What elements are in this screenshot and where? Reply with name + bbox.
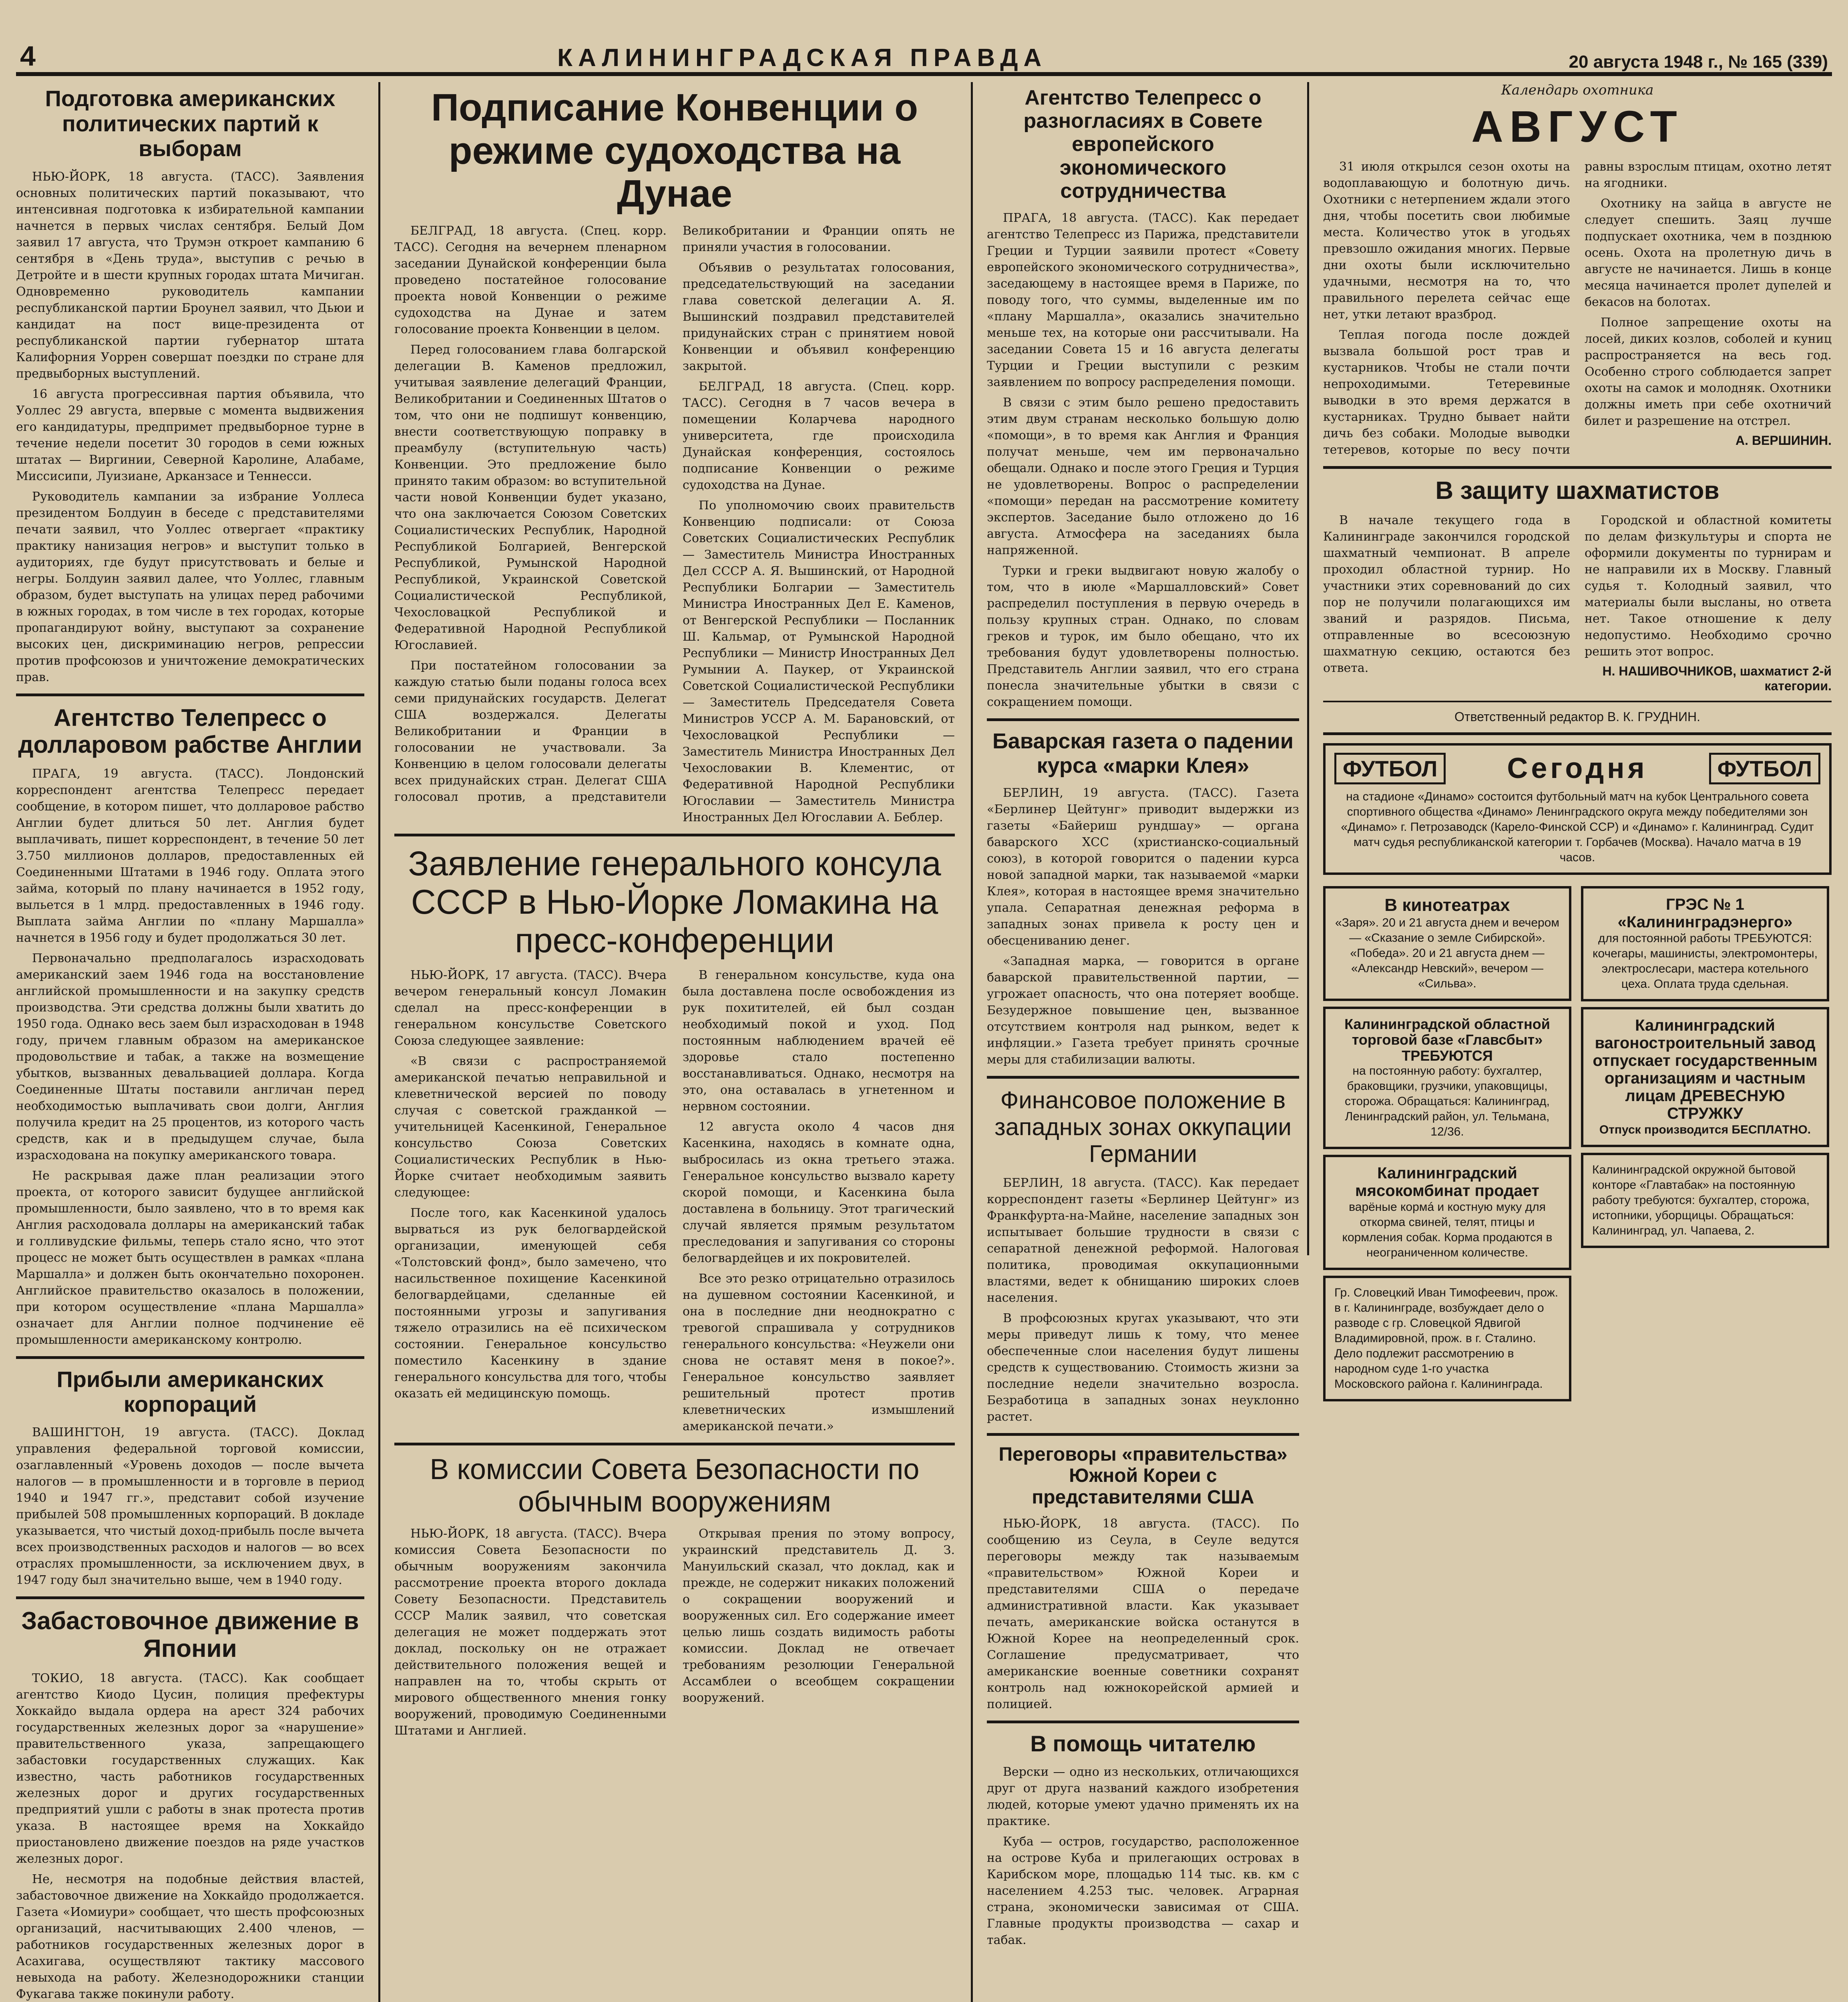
power-plant-title: ГРЭС № 1 «Калининградэнерго»	[1617, 896, 1793, 931]
football-text: на стадионе «Динамо» состоится футбольный матч на кубок Центрального совета спортивного общества «Динамо» Ленинградского округа между победителями зон «Динамо» г. Петрозаводск (Карело-Финской ССР) и «Динамо» г. Калининград. Судит матч судья республиканской категории т. Горбачев (Москва). Начало матча в 19 часов.	[1341, 790, 1814, 864]
paragraph: Первоначально предполагалось израсходовать американский заем 1946 года на восстановление английской промышленности и на закупку средств производства. Эти средства должны были хватить до 1950 года. Однако весь заем был израсходован в 1948 году, причем главным образом на американское продовольствие и табак, а также на возмещение убытков, вызванных девальвацией доллара. Когда Соединенные Штаты поставили англичан перед необходимостью выплачивать свои долги, Англия получила кредит на 25 процентов, из которого часть средств, как и в предыдущем случае, была израсходована на покупку американского товара.	[16, 951, 364, 1162]
column-rule	[971, 82, 973, 2002]
column-4	[1323, 82, 1832, 2002]
divider	[16, 1356, 364, 1359]
paragraph: В профсоюзных кругах указывают, что эти меры приведут лишь к тому, что менее обеспеченные слои населения будут лишены средств к существованию. Стоимость жизни за последние недели значительно возросла. Безработица в западных зонах неуклонно растет.	[987, 1311, 1299, 1424]
headline: В помощь читателю	[1030, 1731, 1256, 1756]
divider	[987, 1433, 1299, 1436]
editor-line: Ответственный редактор В. К. ГРУДНИН.	[1454, 709, 1701, 724]
divider	[16, 1596, 364, 1599]
paragraph: 31 июля открылся сезон охоты на водоплавающую и болотную дичь. Охотники с нетерпением ждали этого дня, чтобы посетить свои любимые места. Количество уток в угодьях превзошло ожидания многих. Первые дни охоты были исключительно удачными, несмотря на то, что правильного перелета сейчас еще нет, утки летают вразброд.	[1323, 160, 1570, 322]
trade-base-title: Калининградской областной торговой базе «Главсбыт» ТРЕБУЮТСЯ	[1344, 1015, 1550, 1064]
paragraph: ПРАГА, 18 августа. (ТАСС). Как передает агентство Телепресс из Парижа, представители Греции и Турции заявили протест «Совету европейского экономического сотрудничества», заседающему в настоящее время в Париже, по поводу того, что суммы, выделенные им по «плану Маршалла», оказались значительно меньше тех, на которые они рассчитывали. На заседании Совета 15 и 16 августа делегаты Турции и Греции выступили с резким заявлением по вопросу распределения помощи.	[987, 211, 1299, 390]
ads-left	[1323, 880, 1571, 1407]
cinema-ad	[1323, 886, 1571, 1001]
divider	[1323, 701, 1832, 702]
masthead	[16, 12, 1832, 76]
paragraph: Объявив о результатах голосования, председательствующий на заседании глава советской делегации А. Я. Вышинский поздравил представителей придунайских стран с принятием новой Конвенции и объявил конференцию закрытой.	[683, 260, 955, 373]
wagon-plant-ad	[1581, 1007, 1829, 1147]
divider	[1323, 732, 1832, 735]
paragraph: 12 августа около 4 часов дня Касенкина, находясь в комнате одна, выбросилась из окна третьего этажа. Генеральное консульство вызвало карету скорой помощи, и Касенкина была доставлена в больницу. Этот трагический случай является прямым результатом преследования и запугивания со стороны белогвардейцев и их покровителей.	[683, 1120, 955, 1266]
paragraph: Куба — остров, государство, расположенное на острове Куба и прилегающих островах в Карибском море, площадью 114 тыс. кв. км с населением 4.253 тыс. человек. Аграрная страна, экономически зависимая от США. Главные продукты производства — сахар и табак.	[987, 1834, 1299, 1947]
headline: Подготовка американских политических партий к выборам	[45, 86, 335, 161]
paragraph: НЬЮ-ЙОРК, 18 августа. (ТАСС). Заявления основных политических партий показывают, что интенсивная подготовка к избирательной кампании начнется в первых числах сентября. Белый Дом заявил 17 августа, что Трумэн откроет кампанию 6 сентября в «День труда», выступив с речью в Детройте и в шести крупных городах штата Мичиган. Одновременно руководитель кампании республиканской партии Броунел заявил, что Дьюи и кандидат на пост вице-президента от республиканской партии губернатор штата Калифорния Уоррен совершат поездки по стране для предвыборных выступлений.	[16, 170, 364, 381]
paragraph: Городской и областной комитеты по делам физкультуры и спорта не оформили документы по турнирам и не направили их в Москву. Главный судья т. Колодный заявил, что материалы были высланы, но ответа нет. Такое отношение к делу недопустимо. Необходимо срочно решить этот вопрос.	[1585, 513, 1832, 659]
divider	[987, 718, 1299, 721]
issue-date: 20 августа 1948 г., № 165 (339)	[1569, 52, 1828, 72]
paragraph: Полное запрещение охоты на лосей, диких козлов, соболей и куниц распространяется на весь год. Особенно строго соблюдается запрет охоты на самок и молодняк. Охотники должны иметь при себе охотничий билет и разрешение на отстрел.	[1585, 316, 1832, 428]
paragraph: Охотнику на зайца в августе не следует спешить. Заяц лучше подпускает охотника, чем в позднюю осень. Охота на пролетную дичь в августе не начинается. Лишь в конце месяца начинается пролет дупелей и бекасов на болотах.	[1585, 197, 1832, 310]
paragraph: Не раскрывая даже план реализации этого проекта, от которого зависит будущее английской промышленности, было заявлено, что в то время как Англия расходовала доллары на американский табак и голливудские фильмы, теперь стало ясно, что этот процесс не может быть осуществлен в рамках «плана Маршалла» и должен быть окончательно похоронен. Английское правительство оказалось в положении, при котором осуществление «плана Маршалла» означает для Англии полное подчинение её промышленности американскому контролю.	[16, 1168, 364, 1347]
ads-grid	[1323, 880, 1832, 1407]
paragraph: Все это резко отрицательно отразилось на душевном состоянии Касенкиной, и она в последние дни неоднократно с тревогой спрашивала у сотрудников генерального консульства: «Неужели они снова не оставят меня в покое?». Генеральное консульство заявляет решительный протест против клеветнических измышлений американской печати.»	[683, 1272, 955, 1434]
wagon-plant-title: Калининградский вагоностроительный завод отпускает государственным организациям и частным лицам ДРЕВЕСНУЮ СТРУЖКУ	[1593, 1017, 1818, 1123]
paragraph: 16 августа прогрессивная партия объявила, что Уоллес 29 августа, впервые с момента выдвижения его кандидатуры, предпримет предвыборное турне в течение недели посетит 30 городов в семи южных штатах — Виргинии, Северной Каролине, Алабаме, Миссисипи, Луизиане, Арканзасе и Теннесси.	[16, 387, 364, 484]
author-signature: Н. НАШИВОЧНИКОВ, шахматист 2-й категории.	[1602, 663, 1832, 693]
article-body	[394, 223, 955, 826]
tobacco-office-text: Калининградской окружной бытовой конторе «Главтабак» на постоянную работу требуются: бухгалтер, сторожа, истопники, уборщицы. Обращаться: Калининград, ул. Чапаева, 2.	[1592, 1163, 1810, 1238]
football-announcement	[1323, 743, 1832, 875]
column-3	[987, 82, 1299, 1952]
divorce-notice	[1323, 1276, 1571, 1401]
article-body	[1323, 159, 1832, 458]
divider	[394, 834, 955, 836]
meat-plant-ad	[1323, 1155, 1571, 1270]
headline: Прибыли американских корпораций	[56, 1366, 324, 1417]
paper-title: КАЛИНИНГРАДСКАЯ ПРАВДА	[557, 44, 1047, 72]
paragraph: В связи с этим было решено предоставить этим двум странам несколько большую долю «помощи», в то время как Англия и Франция получат меньше, чем им первоначально обещали. Однако и после этого Греция и Турция не удовлетворены. Вопрос о распределении «помощи» передан на рассмотрение комитету экспертов. Заседание было отложено до 16 августа. Атмосфера на заседаниях была напряженной.	[987, 396, 1299, 558]
column-1	[16, 82, 364, 2002]
divider	[394, 1443, 955, 1445]
paragraph: Теплая погода после дождей вызвала большой рост трав и кустарников. Чтобы не стали почти непроходимыми. Тетеревиные выводки в это время держатся в кустарниках. Трудно бывает найти дичь без собаки. Молодые выводки тетеревов, которые по весу почти равны взрослым птицам, охотно летят на ягодники.	[1323, 160, 1832, 457]
paragraph: Перед голосованием глава болгарской делегации В. Каменов предложил, учитывая заявление делегаций Франции, Великобритании и Соединенных Штатов о том, что они не подпишут конвенцию, внести соответствующую поправку в преамбулу (вступительную часть) Конвенции. Это предложение было принято таким образом: во вступительной части новой Конвенции будет указано, что она заключается Союзом Советских Социалистических Республик, Народной Республикой Болгарией, Венгерской Республикой, Румынской Народной Республикой, Украинской Советской Социалистической Республикой, Чехословацкой Республикой и Федеративной Народной Республикой Югославией.	[394, 342, 667, 652]
divider	[16, 693, 364, 696]
headline: Переговоры «правительства» Южной Кореи с представителями США	[998, 1443, 1288, 1508]
paragraph: ТОКИО, 18 августа. (ТАСС). Как сообщает агентство Киодо Цусин, полиция префектуры Хоккайдо выдала ордера на арест 324 рабочих государственных железных дорог за «нарушение» правительственного указа, запрещающего забастовки государственных служащих. Как известно, часть работников государственных железных дорог и других государственных предприятий ушли с работы в знак протеста против указа. В настоящее время на Хоккайдо приостановлено движение поездов на ряде участков железных дорог.	[16, 1671, 364, 1866]
paragraph: ВАШИНГТОН, 19 августа. (ТАСС). Доклад управления федеральной торговой комиссии, озаглавленный «Уровень доходов — после вычета налогов — в промышленности и в торговле в период 1940 и 1947 гг.», представит собой изучение прибылей 508 промышленных корпораций. В докладе указывается, что чистый доход-прибыль после вычета всех производственных расходов и налогов — во всех отраслях промышленности, за исключением двух, в 1947 году был значительно выше, чем в 1940 году.	[16, 1425, 364, 1587]
meat-plant-text: варёные кормá и костную муку для откорма свиней, телят, птицы и кормления собак. Корма продаются в неограниченном количестве.	[1342, 1200, 1553, 1260]
article-body	[394, 1526, 955, 1739]
headline: Финансовое положение в западных зонах оккупации Германии	[994, 1087, 1292, 1168]
headline: Агентство Телепресс о разногласиях в Совете европейского экономического сотрудничества	[1023, 86, 1263, 203]
newspaper-page	[16, 12, 1832, 2002]
headline: Подписание Конвенции о режиме судоходства на Дунае	[431, 86, 918, 215]
football-label-right: ФУТБОЛ	[1709, 753, 1820, 785]
headline: Агентство Телепресс о долларовом рабстве Англии	[18, 704, 362, 758]
wagon-plant-text: Отпуск производится БЕСПЛАТНО.	[1599, 1123, 1811, 1137]
paragraph: Турки и греки выдвигают новую жалобу о том, что в июле «Маршалловский» Совет распределил поступления в первую очередь в пользу крупных стран. Однако, по словам греков и турок, им было обещано, что их требования будут удовлетворены полностью. Представитель Англии заявил, что его страна понесла значительные убытки в связи с сокращением помощи.	[987, 564, 1299, 710]
paragraph: НЬЮ-ЙОРК, 18 августа. (ТАСС). По сообщению из Сеула, в Сеуле ведутся переговоры между так называемым «правительством» Южной Кореи и представителями США о передаче административной власти. Как указывает печать, американские войска останутся в Южной Корее на неопределенный срок. Соглашение предусматривает, что американские военные советники сохранят контроль над южнокорейской армией и полицией.	[987, 1516, 1299, 1711]
paragraph: БЕЛГРАД, 18 августа. (Спец. корр. ТАСС). Сегодня в 7 часов вечера в помещении Коларчева народного университета, где происходила Дунайская конференция, состоялось подписание Конвенции о режиме судоходства на Дунае.	[683, 379, 955, 492]
paragraph: По уполномочию своих правительств Конвенцию подписали: от Союза Советских Социалистических Республик — Заместитель Министра Иностранных Дел СССР А. Я. Вышинский, от Народной Республики Болгарии — Заместитель Министра Иностранных Дел Е. Каменов, от Венгерской Республики — Посланник Ш. Кальмар, от Румынской Народной Республики — Министр Иностранных Дел Румынии А. Паукер, от Украинской Советской Социалистической Республики — Заместитель Председателя Совета Министров УССР А. М. Барановский, от Чехословацкой Республики — Заместитель Министра Иностранных Дел Чехословакии В. Клементис, от Федеративной Народной Республики Югославии — Заместитель Министра Иностранных Дел Югославии А. Беблер.	[683, 498, 955, 824]
ads-right	[1581, 880, 1829, 1407]
paragraph: ПРАГА, 19 августа. (ТАСС). Лондонский корреспондент агентства Телепресс передает сообщение, в котором пишет, что долларовое рабство Англии будет длиться 50 лет. Англия будет выплачивать, пишет корреспондент, в течение 50 лет 3.750 миллионов долларов, предоставленных ей Соединенными Штатами в 1946 году. Оплата этого займа, который по плану начинается в 1952 году, выльется в 1 млрд. предоставленных в 1946 году. Выплата займа Англии по «плану Маршалла» начнется в 1956 году и будет продолжаться 30 лет.	[16, 766, 364, 945]
divider	[1323, 466, 1832, 469]
headline: Баварская газета о падении курса «марки Клея»	[992, 729, 1294, 778]
trade-base-ad	[1323, 1007, 1571, 1150]
headline: В защиту шахматистов	[1435, 477, 1719, 505]
paragraph: Открывая прения по этому вопросу, украинский представитель Д. З. Мануильский сказал, что доклад, как и прежде, не содержит никаких положений о сокращении вооружений и вооруженных сил. Его содержание имеет целью лишь создать видимость работы комиссии. Доклад не отвечает требованиям резолюции Генеральной Ассамблеи о всеобщем сокращении вооружений.	[683, 1526, 955, 1705]
paragraph: БЕЛГРАД, 18 августа. (Спец. корр. ТАСС). Сегодня на вечернем пленарном заседании Дунайской конференции была проведено постатейное голосование проекта новой Конвенции о режиме судоходства на Дунае и затем голосование проекта Конвенции в целом.	[394, 223, 667, 336]
paragraph: В начале текущего года в Калининграде закончился городской шахматный чемпионат. В апреле проходил областной турнир. Но участники этих соревнований до сих пор не получили полагающихся им званий и разрядов. Письма, отправленные во всесоюзную шахматную секцию, остаются без ответа.	[1323, 513, 1570, 675]
paragraph: «В связи с распространяемой американской печатью неправильной и клеветнической версией по поводу случая с советской гражданкой — учительницей Касенкиной, Генеральное консульство Союза Советских Социалистических Республик в Нью-Йорке считает необходимым заявить следующее:	[394, 1054, 667, 1200]
football-today: Сегодня	[1507, 752, 1648, 784]
divider	[987, 1721, 1299, 1723]
paragraph: БЕРЛИН, 18 августа. (ТАСС). Как передает корреспондент газеты «Берлинер Цейтунг» из Франкфурта-на-Майне, население западных зон испытывает большие трудности в связи с сепаратной денежной реформой. Налоговая политика, проводимая оккупационными властями, ведет к обнищанию широких слоев населения.	[987, 1176, 1299, 1305]
headline: В комиссии Совета Безопасности по обычным вооружениям	[430, 1453, 920, 1518]
paragraph: При постатейном голосовании за каждую статью были поданы голоса всех семи придунайских государств. Делегат США воздержался. Делегаты Великобритании и Франции в голосовании не участвовали. За Конвенцию в целом голосовали делегаты всех придунайских стран. Делегат США голосовал против, а представители Великобритании и Франции опять не приняли участия в голосовании.	[394, 223, 955, 804]
meat-plant-title: Калининградский мясокомбинат продает	[1355, 1164, 1539, 1200]
paragraph: Верски — одно из нескольких, отличающихся друг от друга названий каждого изобретения людей, которые умеют удачно применять их на практике.	[987, 1765, 1299, 1828]
cinema-title: В кинотеатрах	[1384, 895, 1510, 915]
paragraph: НЬЮ-ЙОРК, 17 августа. (ТАСС). Вчера вечером генеральный консул Ломакин сделал на пресс-конференции в генеральном консульстве Советского Союза следующее заявление:	[394, 968, 667, 1048]
football-label-left: ФУТБОЛ	[1334, 753, 1446, 785]
cinema-text: «Заря». 20 и 21 августа днем и вечером — «Сказание о земле Сибирской». «Победа». 20 и 21 августа днем — «Александр Невский», вечером — «Сильва».	[1335, 916, 1559, 990]
rubric: Календарь охотника	[1501, 82, 1654, 98]
article-body	[394, 967, 955, 1435]
tobacco-office-ad	[1581, 1153, 1829, 1248]
headline: Забастовочное движение в Японии	[21, 1607, 359, 1663]
column-rule	[378, 82, 380, 2002]
paragraph: После того, как Касенкиной удалось вырваться из рук белогвардейской организации, именующей себя «Толстовский фонд», было замечено, что насильственное похищение Касенкиной белогвардейцами, сделанные ей постоянными угрозы и запугивания тяжело отразились на её психическом состоянии. Генеральное консульство поместило Касенкину в здание генерального консульства для того, чтобы оказать ей медицинскую помощь.	[394, 1206, 667, 1401]
paragraph: БЕРЛИН, 19 августа. (ТАСС). Газета «Берлинер Цейтунг» приводит выдержки из газеты «Байериш рундшау» — органа баварского ХСС (христианско-социальный союз), в которой говорится о падении курса новой западной марки, так называемой «марки Клея», которая в настоящее время значительно упала. Сепаратная денежная реформа в западных зонах привела к росту цен и обесцениванию денег.	[987, 786, 1299, 948]
football-banner	[1334, 753, 1820, 785]
headline: АВГУСТ	[1471, 102, 1683, 151]
divider	[987, 1076, 1299, 1079]
divorce-text: Гр. Словецкий Иван Тимофеевич, прож. в г. Калининграде, возбуждает дело о разводе с гр. Словецкой Ядвигой Владимировной, прож. в г. Сталино. Дело подлежит рассмотрению в народном суде 1-го участка Московского района г. Калининграда.	[1334, 1286, 1559, 1391]
power-plant-ad	[1581, 886, 1829, 1001]
paragraph: Не, несмотря на подобные действия властей, забастовочное движение на Хоккайдо продолжается. Газета «Иомиури» сообщает, что шесть профсоюзных организаций, насчитывающих 2.400 членов, — работников государственных железных дорог в Асахигава, осуществляют тактику массового невыхода на работу. Железнодорожники станции Фукагава также покинули работу.	[16, 1872, 364, 2001]
page-number: 4	[20, 40, 36, 72]
power-plant-text: для постоянной работы ТРЕБУЮТСЯ: кочегары, машинисты, электромонтеры, электрослесари, мастера котельного цеха. Оплата труда сдельная.	[1592, 932, 1818, 991]
trade-base-text: на постоянную работу: бухгалтер, браковщики, грузчики, упаковщицы, сторожа. Обращаться: Калининград, Ленинградский район, ул. Тельмана, 12/36.	[1345, 1064, 1550, 1139]
paragraph: НЬЮ-ЙОРК, 18 августа. (ТАСС). Вчера комиссия Совета Безопасности по обычным вооружениям закончила рассмотрение проекта второго доклада Совету Безопасности. Представитель СССР Малик заявил, что советская делегация не может поддержать этот доклад, поскольку он не отражает действительного положения вещей и направлен на то, чтобы скрыть от мирового общественного мнения гонку вооружений, проводимую Соединенными Штатами и Англией.	[394, 1526, 667, 1738]
paragraph: Руководитель кампании за избрание Уоллеса президентом Болдуин в беседе с представителями печати заявил, что Уоллес отвергает «практику практику нанизация негров» и выступит только в аудиториях, где будут присутствовать и белые и негры. Болдуин заявил далее, что Уоллес, главным образом, будет выступать на улицах перед рабочими в южных городах, в том числе в тех городах, которые пропагандируют войну, выступают за сохранение высоких цен, дискриминацию негров, репрессии против профсоюзов и уничтожение демократических прав.	[16, 490, 364, 685]
column-2	[394, 82, 955, 1739]
paragraph: «Западная марка, — говорится в органе баварской правительственной партии, — угрожает опасность, что она потеряет вообще. Безудержное повышение цен, вызванное отсутствием контроля над рынком, ведет к инфляции.» Газета требует принять срочные меры для стабилизации валюты.	[987, 954, 1299, 1067]
column-rule	[1307, 82, 1309, 1255]
headline: Заявление генерального консула СССР в Нью-Йорке Ломакина на пресс-конференции	[408, 844, 941, 960]
paragraph: В генеральном консульстве, куда она была доставлена после освобождения из рук похитителей, ей был создан необходимый покой и уход. Под постоянным наблюдением врачей её здоровье стало постепенно восстанавливаться. Однако, несмотря на это, она оставалась в угнетенном и нервном состоянии.	[683, 968, 955, 1114]
article-body	[1323, 512, 1832, 693]
author-signature: А. ВЕРШИНИН.	[1736, 433, 1832, 448]
